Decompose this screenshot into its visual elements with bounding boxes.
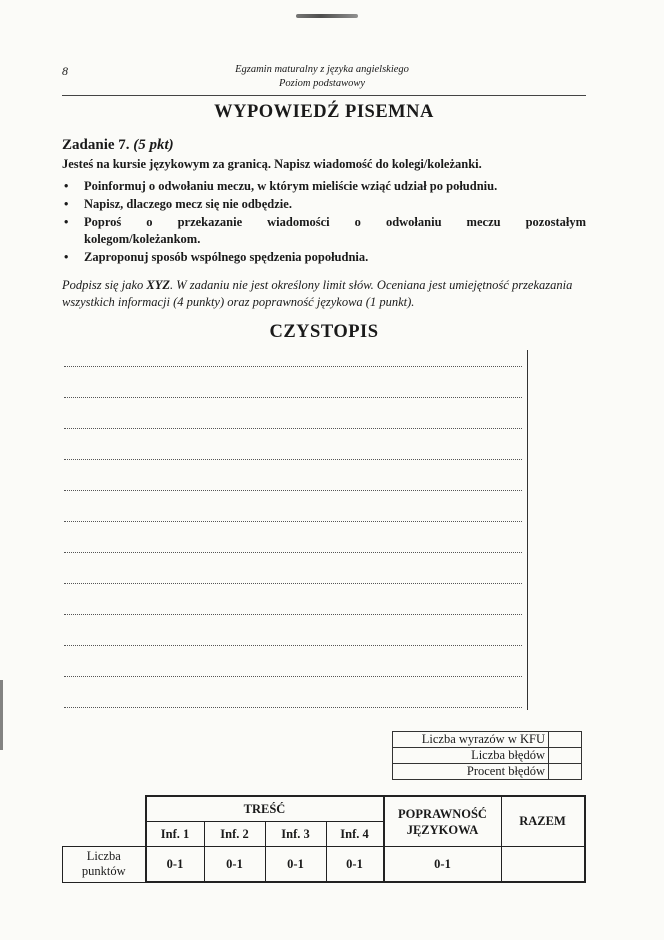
bullet-text: Napisz, dlaczego mecz się nie odbędzie. <box>84 197 292 211</box>
bullet-item <box>62 214 586 248</box>
table-row <box>393 748 582 764</box>
correctness-header-line2: JĘZYKOWA <box>406 822 479 837</box>
inf-2-header: Inf. 2 <box>204 822 265 847</box>
score-table <box>62 795 586 883</box>
writing-line[interactable] <box>64 366 522 367</box>
clean-copy-title: CZYSTOPIS <box>269 322 379 342</box>
points-label-line2: punktów <box>81 864 126 879</box>
content-header: TREŚĆ <box>146 796 384 822</box>
kfu-error-percent-label: Procent błędów <box>393 764 549 780</box>
bullet-item <box>62 178 586 195</box>
kfu-error-percent-field[interactable] <box>549 764 582 780</box>
bullet-text-continued: kolegom/koleżankom. <box>84 232 201 246</box>
writing-line[interactable] <box>64 707 522 708</box>
bullet-text: Poinformuj o odwołaniu meczu, w którym mieliście wziąć udział po południu. <box>84 179 498 193</box>
instructions-part2: . W zadaniu nie jest określony limit słów. Oceniana jest umiejętność przekazania wszystkich informacji (4 punkty) oraz poprawność językowa (1 punkt). <box>62 278 573 309</box>
writing-line[interactable] <box>64 521 522 522</box>
writing-line[interactable] <box>64 614 522 615</box>
bullet-icon: • <box>64 179 69 193</box>
correctness-points-cell[interactable]: 0-1 <box>384 847 502 883</box>
bullet-icon: • <box>64 215 69 229</box>
writing-line[interactable] <box>64 459 522 460</box>
inf-3-points-cell[interactable]: 0-1 <box>265 847 326 883</box>
points-label <box>63 847 146 883</box>
instructions-part1: Podpisz się jako <box>62 278 144 292</box>
kfu-word-count-label: Liczba wyrazów w KFU <box>393 732 549 748</box>
inf-4-points-cell[interactable]: 0-1 <box>326 847 384 883</box>
table-row <box>393 764 582 780</box>
header-rule <box>62 95 586 96</box>
page-number: 8 <box>62 64 68 78</box>
inf-1-header: Inf. 1 <box>146 822 205 847</box>
correctness-header <box>384 796 502 847</box>
bullet-item <box>62 196 586 213</box>
table-row <box>63 796 585 822</box>
inf-3-header: Inf. 3 <box>265 822 326 847</box>
task-bullets <box>62 178 586 267</box>
running-head <box>180 63 464 91</box>
kfu-error-count-label: Liczba błędów <box>393 748 549 764</box>
inf-4-header: Inf. 4 <box>326 822 384 847</box>
running-head-level: Poziom podstawowy <box>278 78 366 89</box>
task-heading <box>62 137 174 154</box>
task-label: Zadanie 7. <box>62 137 130 153</box>
task-intro: Jesteś na kursie językowym za granicą. Napisz wiadomość do kolegi/koleżanki. <box>62 157 482 171</box>
kfu-word-count-field[interactable] <box>549 732 582 748</box>
total-header: RAZEM <box>501 796 585 847</box>
table-row <box>393 732 582 748</box>
section-title: WYPOWIEDŹ PISEMNA <box>214 102 434 122</box>
task-instructions <box>62 277 586 311</box>
clean-copy-writing-area[interactable] <box>62 350 524 712</box>
kfu-table <box>392 731 582 780</box>
writing-line[interactable] <box>64 397 522 398</box>
writing-line[interactable] <box>64 490 522 491</box>
bullet-icon: • <box>64 197 69 211</box>
scan-edge-artifact <box>0 680 3 750</box>
bullet-text: Poproś o przekazanie wiadomości o odwołaniu meczu pozostałym <box>84 215 586 229</box>
bullet-text: Zaproponuj sposób wspólnego spędzenia popołudnia. <box>84 250 369 264</box>
kfu-error-count-field[interactable] <box>549 748 582 764</box>
scan-artifact <box>296 14 358 18</box>
total-points-cell[interactable] <box>501 847 585 883</box>
writing-line[interactable] <box>64 552 522 553</box>
running-head-exam: Egzamin maturalny z języka angielskiego <box>235 64 409 75</box>
points-label-line1: Liczba <box>86 849 121 864</box>
task-points: (5 pkt) <box>133 137 174 153</box>
empty-corner <box>63 796 146 847</box>
bullet-item <box>62 249 586 266</box>
bullet-icon: • <box>64 250 69 264</box>
correctness-header-line1: POPRAWNOŚĆ <box>398 806 487 821</box>
writing-line[interactable] <box>64 428 522 429</box>
writing-line[interactable] <box>64 583 522 584</box>
table-row <box>63 847 585 883</box>
signature-code: XYZ <box>146 278 170 292</box>
inf-1-points-cell[interactable]: 0-1 <box>146 847 205 883</box>
examiner-margin-rule <box>527 350 528 710</box>
writing-line[interactable] <box>64 676 522 677</box>
inf-2-points-cell[interactable]: 0-1 <box>204 847 265 883</box>
writing-line[interactable] <box>64 645 522 646</box>
